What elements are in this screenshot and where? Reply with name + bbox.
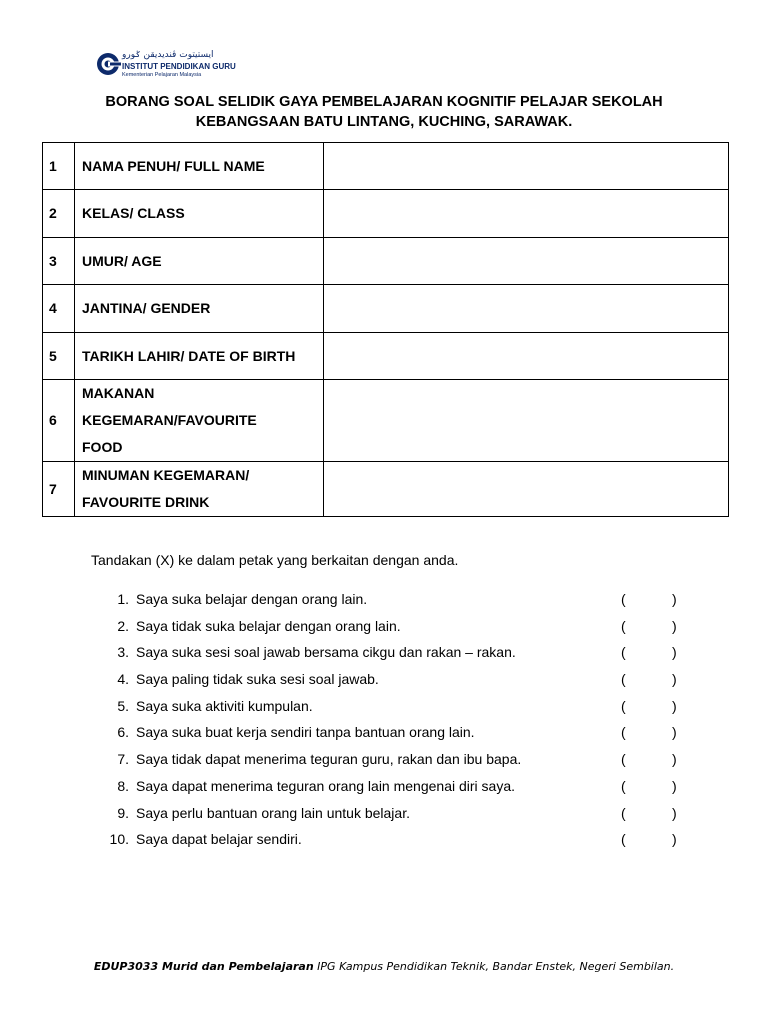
checkbox-open-paren[interactable]: ( <box>621 617 626 634</box>
list-item <box>106 829 686 856</box>
list-item <box>106 776 686 803</box>
question-number: 6. <box>117 724 129 741</box>
row-label: JANTINA/ GENDER <box>75 285 324 333</box>
row-label: KELAS/ CLASS <box>75 190 324 238</box>
question-text: Saya dapat menerima teguran orang lain mengenai diri saya. <box>136 777 516 794</box>
checkbox-close-paren[interactable]: ) <box>672 644 677 661</box>
row-label-line: MINUMAN KEGEMARAN/ <box>82 467 250 483</box>
row-number: 3 <box>43 238 75 285</box>
list-item <box>106 589 686 616</box>
question-number: 3. <box>117 644 129 661</box>
ipg-emblem-icon <box>96 50 122 78</box>
question-text: Saya tidak suka belajar dengan orang lain. <box>136 617 401 634</box>
question-number: 8. <box>117 777 129 794</box>
footer-campus: IPG Kampus Pendidikan Teknik, Bandar Enstek, Negeri Sembilan. <box>313 960 675 973</box>
row-label-line: FOOD <box>82 439 123 455</box>
checkbox-open-paren[interactable]: ( <box>621 724 626 741</box>
footer-course-code: EDUP3033 Murid dan Pembelajaran <box>93 960 314 973</box>
checkbox-open-paren[interactable]: ( <box>621 671 626 688</box>
question-number: 1. <box>117 591 129 607</box>
question-text: Saya suka aktiviti kumpulan. <box>136 697 313 714</box>
question-text: Saya dapat belajar sendiri. <box>136 831 302 848</box>
row-label-line: FAVOURITE DRINK <box>82 494 210 510</box>
question-number: 7. <box>117 751 129 768</box>
form-title-line-2: KEBANGSAAN BATU LINTANG, KUCHING, SARAWAK. <box>195 114 573 130</box>
favourite-drink-field[interactable] <box>324 462 729 517</box>
question-number: 9. <box>117 804 129 821</box>
row-number: 5 <box>43 333 75 380</box>
question-text: Saya tidak dapat menerima teguran guru, rakan dan ibu bapa. <box>136 751 522 768</box>
question-text: Saya suka belajar dengan orang lain. <box>136 591 368 607</box>
logo-ministry-name: Kementerian Pelajaran Malaysia <box>122 72 202 78</box>
checkbox-close-paren[interactable]: ) <box>672 777 677 794</box>
table-row <box>43 462 729 517</box>
form-title-line-1: BORANG SOAL SELIDIK GAYA PEMBELAJARAN KOGNITIF PELAJAR SEKOLAH <box>105 94 663 110</box>
checkbox-open-paren[interactable]: ( <box>621 777 626 794</box>
row-label <box>75 380 324 462</box>
checkbox-open-paren[interactable]: ( <box>621 751 626 768</box>
row-label-line: MAKANAN <box>82 385 155 401</box>
table-row <box>43 333 729 380</box>
row-number: 7 <box>43 462 75 517</box>
gender-field[interactable] <box>324 285 729 333</box>
table-row <box>43 238 729 285</box>
row-label: UMUR/ AGE <box>75 238 324 285</box>
class-field[interactable] <box>324 190 729 238</box>
question-text: Saya suka sesi soal jawab bersama cikgu dan rakan – rakan. <box>136 644 516 661</box>
row-label: NAMA PENUH/ FULL NAME <box>75 143 324 190</box>
checkbox-close-paren[interactable]: ) <box>672 804 677 821</box>
page-footer <box>0 960 768 973</box>
list-item <box>106 803 686 830</box>
institute-logo <box>96 48 236 82</box>
checkbox-close-paren[interactable]: ) <box>672 697 677 714</box>
table-row <box>43 190 729 238</box>
checkbox-open-paren[interactable]: ( <box>621 697 626 714</box>
favourite-food-field[interactable] <box>324 380 729 462</box>
question-text: Saya perlu bantuan orang lain untuk belajar. <box>136 804 410 821</box>
question-text: Saya suka buat kerja sendiri tanpa bantuan orang lain. <box>136 724 475 741</box>
list-item <box>106 749 686 776</box>
question-number: 2. <box>117 617 129 634</box>
checkbox-open-paren[interactable]: ( <box>621 644 626 661</box>
checkbox-open-paren[interactable]: ( <box>621 831 626 848</box>
instruction-text: Tandakan (X) ke dalam petak yang berkaitan dengan anda. <box>91 552 459 568</box>
table-row <box>43 285 729 333</box>
form-title <box>40 92 728 132</box>
question-number: 5. <box>117 697 129 714</box>
checkbox-close-paren[interactable]: ) <box>672 617 677 634</box>
question-number: 10. <box>109 831 129 848</box>
checkbox-close-paren[interactable]: ) <box>672 671 677 688</box>
list-item <box>106 616 686 643</box>
question-number: 4. <box>117 671 129 688</box>
question-text: Saya paling tidak suka sesi soal jawab. <box>136 671 379 688</box>
full-name-field[interactable] <box>324 143 729 190</box>
list-item <box>106 722 686 749</box>
date-of-birth-field[interactable] <box>324 333 729 380</box>
checkbox-open-paren[interactable]: ( <box>621 804 626 821</box>
list-item <box>106 696 686 723</box>
row-label <box>75 462 324 517</box>
row-number: 2 <box>43 190 75 238</box>
checkbox-close-paren[interactable]: ) <box>672 831 677 848</box>
checkbox-open-paren[interactable]: ( <box>621 591 626 607</box>
table-row <box>43 380 729 462</box>
age-field[interactable] <box>324 238 729 285</box>
logo-institute-name: INSTITUT PENDIDIKAN GURU <box>122 62 236 71</box>
checkbox-close-paren[interactable]: ) <box>672 724 677 741</box>
row-label-line: KEGEMARAN/FAVOURITE <box>82 412 257 428</box>
personal-info-table <box>42 142 729 517</box>
table-row <box>43 143 729 190</box>
row-number: 1 <box>43 143 75 190</box>
logo-jawi-text: ايستيتوت ڤنديديقن ݢورو <box>122 50 214 60</box>
question-list <box>106 589 686 856</box>
checkbox-close-paren[interactable]: ) <box>672 591 677 607</box>
row-label: TARIKH LAHIR/ DATE OF BIRTH <box>75 333 324 380</box>
checkbox-close-paren[interactable]: ) <box>672 751 677 768</box>
list-item <box>106 642 686 669</box>
row-number: 6 <box>43 380 75 462</box>
list-item <box>106 669 686 696</box>
row-number: 4 <box>43 285 75 333</box>
